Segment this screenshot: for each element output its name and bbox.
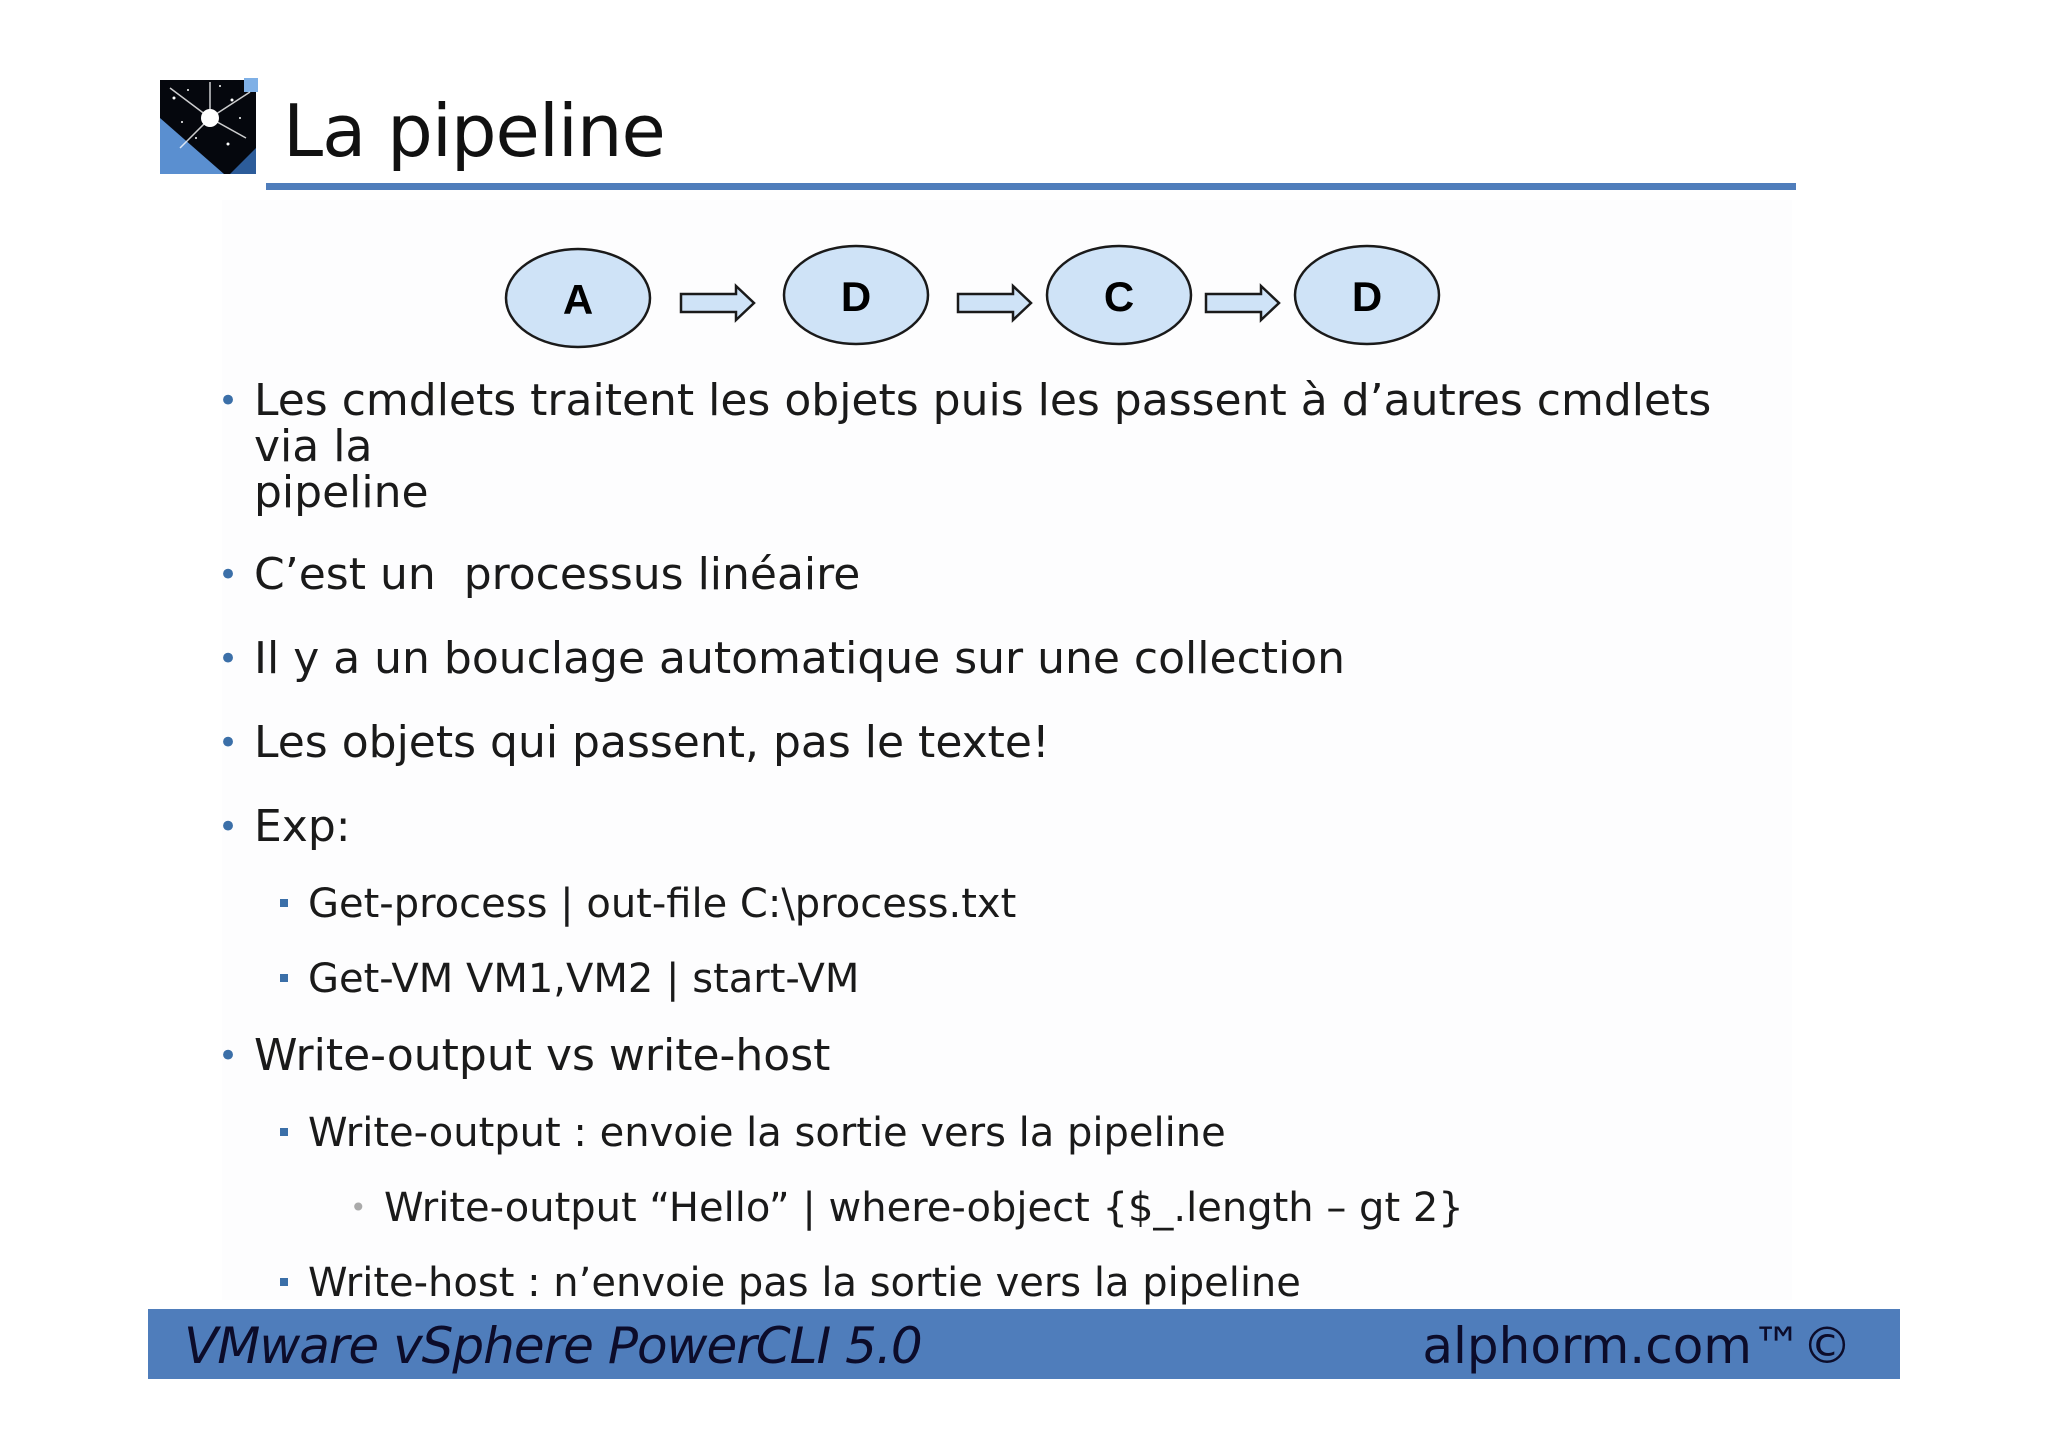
bullet-dot-icon: • [218, 1036, 239, 1076]
sub-sub-bullet-item [210, 1186, 1770, 1230]
footer-bar [148, 1309, 1900, 1379]
pipeline-node-label-4: D [1351, 273, 1383, 320]
square-bullet-icon [280, 1128, 288, 1136]
pipeline-node-2 [784, 246, 928, 344]
sub-bullet-item [210, 1261, 1770, 1305]
bullet-text: Exp: [254, 801, 351, 852]
sub-bullet-text: Get-process | out-file C:\process.txt [308, 881, 1017, 927]
bullet-text: C’est un processus linéaire [254, 549, 861, 600]
sub-bullet-item [210, 957, 1770, 1001]
bullet-text: Write-output vs write-host [254, 1030, 831, 1081]
pipeline-node-label-2: D [840, 273, 872, 320]
bullet-dot-icon: • [218, 723, 239, 763]
pipeline-arrow-3 [1206, 286, 1279, 320]
sub-bullet-item [210, 1111, 1770, 1155]
bullet-dot-icon: • [218, 381, 239, 421]
bullet-text: Il y a un bouclage automatique sur une collection [254, 633, 1346, 684]
bullet-text: Les cmdlets traitent les objets puis les passent à d’autres cmdlets via la [254, 375, 1712, 472]
bullet-item [210, 717, 1770, 768]
bullet-text: Les objets qui passent, pas le texte! [254, 717, 1050, 768]
bullet-list [210, 375, 1770, 1306]
bullet-item [210, 1030, 1770, 1081]
pipeline-node-3 [1047, 246, 1191, 344]
sub-bullet-text: Write-output : envoie la sortie vers la pipeline [308, 1110, 1226, 1156]
bullet-item [210, 633, 1770, 684]
square-bullet-icon [280, 974, 288, 982]
bullet-dot-icon: • [350, 1191, 367, 1224]
pipeline-node-4 [1295, 246, 1439, 344]
footer-course-title: VMware vSphere PowerCLI 5.0 [184, 1317, 922, 1375]
bullet-item [210, 375, 1770, 518]
sub-bullet-text: Write-host : n’envoie pas la sortie vers la pipeline [308, 1260, 1301, 1306]
pipeline-node-label-1: A [562, 276, 594, 323]
bullet-text-continuation: pipeline [254, 467, 429, 518]
bullet-dot-icon: • [218, 639, 239, 679]
bullet-item [210, 801, 1770, 852]
pipeline-diagram [0, 0, 2048, 380]
bullet-item [210, 549, 1770, 600]
page-title: La pipeline [283, 89, 665, 173]
pipeline-arrow-1 [681, 286, 754, 320]
bullet-dot-icon: • [218, 807, 239, 847]
footer-brand: alphorm.com™© [1422, 1317, 1852, 1375]
sub-bullet-text: Get-VM VM1,VM2 | start-VM [308, 956, 860, 1002]
sub-bullet-item [210, 882, 1770, 926]
bullet-dot-icon: • [218, 555, 239, 595]
pipeline-node-label-3: C [1103, 273, 1135, 320]
square-bullet-icon [280, 1278, 288, 1286]
square-bullet-icon [280, 899, 288, 907]
pipeline-arrow-2 [958, 286, 1031, 320]
pipeline-node-1 [506, 249, 650, 347]
sub-sub-bullet-text: Write-output “Hello” | where-object {$_.length – gt 2} [384, 1185, 1464, 1231]
